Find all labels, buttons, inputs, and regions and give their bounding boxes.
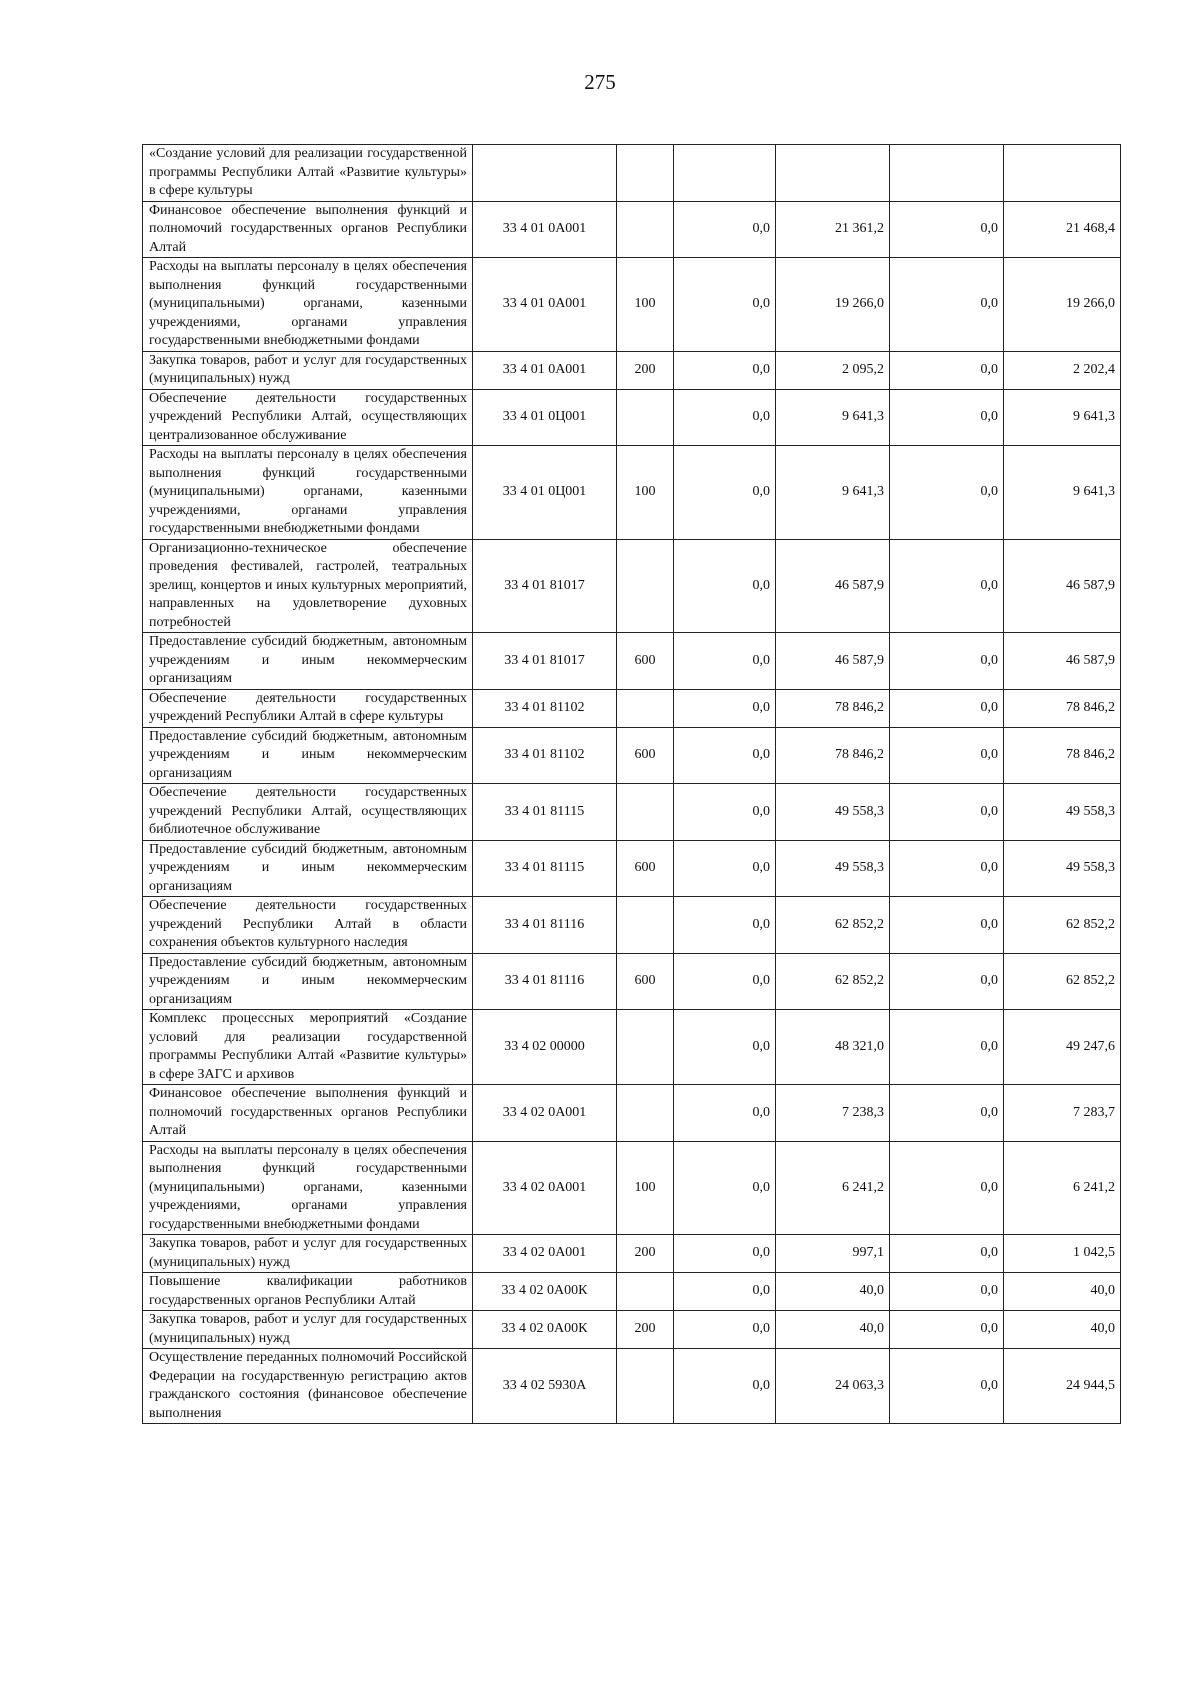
table-row [143, 539, 1121, 633]
table-row [143, 1010, 1121, 1085]
amount-cell-3: 0,0 [890, 727, 1004, 784]
amount-cell-4: 49 247,6 [1004, 1010, 1121, 1085]
amount-cell-4: 62 852,2 [1004, 897, 1121, 954]
amount-cell-2: 24 063,3 [776, 1349, 890, 1424]
amount-cell-2: 48 321,0 [776, 1010, 890, 1085]
amount-cell-2: 49 558,3 [776, 784, 890, 841]
expense-type-cell [617, 1349, 674, 1424]
expense-name-cell: «Создание условий для реализации государственной программы Республики Алтай «Развитие культуры» в сфере культуры [143, 145, 473, 202]
expense-name-cell: Организационно-техническое обеспечение проведения фестивалей, гастролей, театральных зрелищ, концертов и иных культурных мероприятий, направленных на удовлетворение духовных потребностей [143, 539, 473, 633]
page-number: 275 [584, 70, 616, 94]
amount-cell-4: 9 641,3 [1004, 389, 1121, 446]
amount-cell-3: 0,0 [890, 840, 1004, 897]
amount-cell-1: 0,0 [674, 1085, 776, 1142]
amount-cell-4: 49 558,3 [1004, 840, 1121, 897]
expense-name-cell: Закупка товаров, работ и услуг для государственных (муниципальных) нужд [143, 1235, 473, 1273]
target-code-cell: 33 4 02 0А00К [473, 1311, 617, 1349]
amount-cell-2: 6 241,2 [776, 1141, 890, 1235]
amount-cell-2: 9 641,3 [776, 446, 890, 540]
amount-cell-2: 40,0 [776, 1311, 890, 1349]
expense-type-cell [617, 389, 674, 446]
expense-type-cell [617, 1085, 674, 1142]
amount-cell-3: 0,0 [890, 1235, 1004, 1273]
target-code-cell: 33 4 01 0Ц001 [473, 446, 617, 540]
target-code-cell: 33 4 01 81017 [473, 539, 617, 633]
table-row [143, 1235, 1121, 1273]
expense-name-cell: Расходы на выплаты персоналу в целях обеспечения выполнения функций государственными (муниципальными) органами, казенными учреждениями, органами управления государственными внебюджетными фондами [143, 258, 473, 352]
amount-cell-2: 9 641,3 [776, 389, 890, 446]
amount-cell-1: 0,0 [674, 1235, 776, 1273]
expense-name-cell: Финансовое обеспечение выполнения функций и полномочий государственных органов Республики Алтай [143, 1085, 473, 1142]
target-code-cell: 33 4 01 81102 [473, 689, 617, 727]
amount-cell-3: 0,0 [890, 1010, 1004, 1085]
expense-type-cell: 100 [617, 1141, 674, 1235]
table-row [143, 1085, 1121, 1142]
amount-cell-1: 0,0 [674, 840, 776, 897]
amount-cell-4: 21 468,4 [1004, 201, 1121, 258]
amount-cell-4: 40,0 [1004, 1273, 1121, 1311]
amount-cell-1: 0,0 [674, 633, 776, 690]
target-code-cell: 33 4 01 81115 [473, 840, 617, 897]
amount-cell-4: 24 944,5 [1004, 1349, 1121, 1424]
amount-cell-3: 0,0 [890, 1311, 1004, 1349]
table-row [143, 689, 1121, 727]
amount-cell-2: 40,0 [776, 1273, 890, 1311]
table-row [143, 1311, 1121, 1349]
budget-table [142, 144, 1121, 1424]
expense-type-cell [617, 784, 674, 841]
expense-type-cell: 100 [617, 446, 674, 540]
amount-cell-1: 0,0 [674, 389, 776, 446]
amount-cell-1: 0,0 [674, 689, 776, 727]
expense-type-cell [617, 1010, 674, 1085]
table-row [143, 897, 1121, 954]
expense-name-cell: Обеспечение деятельности государственных учреждений Республики Алтай, осуществляющих библиотечное обслуживание [143, 784, 473, 841]
amount-cell-1: 0,0 [674, 953, 776, 1010]
amount-cell-2: 7 238,3 [776, 1085, 890, 1142]
amount-cell-3: 0,0 [890, 784, 1004, 841]
expense-type-cell: 100 [617, 258, 674, 352]
amount-cell-2: 49 558,3 [776, 840, 890, 897]
amount-cell-4: 49 558,3 [1004, 784, 1121, 841]
expense-type-cell [617, 539, 674, 633]
amount-cell-4: 2 202,4 [1004, 351, 1121, 389]
budget-table-body [143, 145, 1121, 1424]
amount-cell-1: 0,0 [674, 1349, 776, 1424]
amount-cell-2: 2 095,2 [776, 351, 890, 389]
amount-cell-2 [776, 145, 890, 202]
expense-type-cell [617, 201, 674, 258]
expense-name-cell: Закупка товаров, работ и услуг для государственных (муниципальных) нужд [143, 1311, 473, 1349]
expense-type-cell: 200 [617, 351, 674, 389]
expense-name-cell: Закупка товаров, работ и услуг для государственных (муниципальных) нужд [143, 351, 473, 389]
target-code-cell [473, 145, 617, 202]
target-code-cell: 33 4 02 0А001 [473, 1085, 617, 1142]
expense-name-cell: Обеспечение деятельности государственных учреждений Республики Алтай в сфере культуры [143, 689, 473, 727]
amount-cell-2: 46 587,9 [776, 633, 890, 690]
amount-cell-3: 0,0 [890, 258, 1004, 352]
amount-cell-4: 9 641,3 [1004, 446, 1121, 540]
target-code-cell: 33 4 01 0А001 [473, 201, 617, 258]
amount-cell-3: 0,0 [890, 201, 1004, 258]
expense-name-cell: Расходы на выплаты персоналу в целях обеспечения выполнения функций государственными (муниципальными) органами, казенными учреждениями, органами управления государственными внебюджетными фондами [143, 446, 473, 540]
expense-name-cell: Осуществление переданных полномочий Российской Федерации на государственную регистрацию актов гражданского состояния (финансовое обеспечение выполнения [143, 1349, 473, 1424]
amount-cell-1: 0,0 [674, 1273, 776, 1311]
expense-type-cell: 200 [617, 1311, 674, 1349]
table-row [143, 784, 1121, 841]
amount-cell-3: 0,0 [890, 446, 1004, 540]
amount-cell-2: 62 852,2 [776, 953, 890, 1010]
amount-cell-2: 62 852,2 [776, 897, 890, 954]
amount-cell-4: 40,0 [1004, 1311, 1121, 1349]
table-row [143, 953, 1121, 1010]
amount-cell-1: 0,0 [674, 351, 776, 389]
amount-cell-3: 0,0 [890, 953, 1004, 1010]
amount-cell-3: 0,0 [890, 1349, 1004, 1424]
amount-cell-4 [1004, 145, 1121, 202]
amount-cell-3: 0,0 [890, 633, 1004, 690]
table-row [143, 1349, 1121, 1424]
amount-cell-2: 21 361,2 [776, 201, 890, 258]
amount-cell-2: 19 266,0 [776, 258, 890, 352]
table-row [143, 389, 1121, 446]
table-row [143, 446, 1121, 540]
target-code-cell: 33 4 02 5930А [473, 1349, 617, 1424]
expense-name-cell: Предоставление субсидий бюджетным, автономным учреждениям и иным некоммерческим организациям [143, 840, 473, 897]
amount-cell-3: 0,0 [890, 351, 1004, 389]
amount-cell-2: 46 587,9 [776, 539, 890, 633]
target-code-cell: 33 4 01 81115 [473, 784, 617, 841]
target-code-cell: 33 4 02 0А00К [473, 1273, 617, 1311]
amount-cell-4: 7 283,7 [1004, 1085, 1121, 1142]
amount-cell-1 [674, 145, 776, 202]
expense-name-cell: Обеспечение деятельности государственных учреждений Республики Алтай в области сохранения объектов культурного наследия [143, 897, 473, 954]
amount-cell-3: 0,0 [890, 539, 1004, 633]
table-row [143, 201, 1121, 258]
amount-cell-4: 78 846,2 [1004, 689, 1121, 727]
expense-name-cell: Расходы на выплаты персоналу в целях обеспечения выполнения функций государственными (муниципальными) органами, казенными учреждениями, органами управления государственными внебюджетными фондами [143, 1141, 473, 1235]
target-code-cell: 33 4 01 81017 [473, 633, 617, 690]
target-code-cell: 33 4 02 0А001 [473, 1235, 617, 1273]
expense-type-cell: 600 [617, 633, 674, 690]
amount-cell-3: 0,0 [890, 1085, 1004, 1142]
expense-name-cell: Финансовое обеспечение выполнения функций и полномочий государственных органов Республики Алтай [143, 201, 473, 258]
expense-type-cell [617, 145, 674, 202]
expense-type-cell [617, 1273, 674, 1311]
table-row [143, 633, 1121, 690]
target-code-cell: 33 4 01 81102 [473, 727, 617, 784]
expense-type-cell: 600 [617, 840, 674, 897]
amount-cell-1: 0,0 [674, 1141, 776, 1235]
expense-type-cell [617, 897, 674, 954]
amount-cell-1: 0,0 [674, 539, 776, 633]
target-code-cell: 33 4 02 0А001 [473, 1141, 617, 1235]
amount-cell-3: 0,0 [890, 1273, 1004, 1311]
table-row [143, 840, 1121, 897]
amount-cell-1: 0,0 [674, 784, 776, 841]
amount-cell-4: 78 846,2 [1004, 727, 1121, 784]
expense-type-cell: 200 [617, 1235, 674, 1273]
amount-cell-1: 0,0 [674, 258, 776, 352]
amount-cell-3 [890, 145, 1004, 202]
amount-cell-1: 0,0 [674, 1311, 776, 1349]
amount-cell-3: 0,0 [890, 689, 1004, 727]
amount-cell-4: 62 852,2 [1004, 953, 1121, 1010]
expense-name-cell: Предоставление субсидий бюджетным, автономным учреждениям и иным некоммерческим организациям [143, 727, 473, 784]
target-code-cell: 33 4 01 0А001 [473, 351, 617, 389]
target-code-cell: 33 4 01 81116 [473, 897, 617, 954]
table-row [143, 1273, 1121, 1311]
expense-type-cell: 600 [617, 953, 674, 1010]
table-row [143, 727, 1121, 784]
target-code-cell: 33 4 01 81116 [473, 953, 617, 1010]
amount-cell-2: 78 846,2 [776, 727, 890, 784]
expense-name-cell: Обеспечение деятельности государственных учреждений Республики Алтай, осуществляющих централизованное обслуживание [143, 389, 473, 446]
amount-cell-4: 46 587,9 [1004, 539, 1121, 633]
amount-cell-2: 78 846,2 [776, 689, 890, 727]
table-row [143, 1141, 1121, 1235]
amount-cell-4: 1 042,5 [1004, 1235, 1121, 1273]
amount-cell-4: 19 266,0 [1004, 258, 1121, 352]
target-code-cell: 33 4 02 00000 [473, 1010, 617, 1085]
amount-cell-4: 46 587,9 [1004, 633, 1121, 690]
table-row [143, 351, 1121, 389]
amount-cell-4: 6 241,2 [1004, 1141, 1121, 1235]
table-row [143, 145, 1121, 202]
amount-cell-3: 0,0 [890, 897, 1004, 954]
amount-cell-3: 0,0 [890, 389, 1004, 446]
amount-cell-2: 997,1 [776, 1235, 890, 1273]
expense-name-cell: Комплекс процессных мероприятий «Создание условий для реализации государственной программы Республики Алтай «Развитие культуры» в сфере ЗАГС и архивов [143, 1010, 473, 1085]
amount-cell-1: 0,0 [674, 446, 776, 540]
target-code-cell: 33 4 01 0Ц001 [473, 389, 617, 446]
amount-cell-1: 0,0 [674, 727, 776, 784]
expense-name-cell: Предоставление субсидий бюджетным, автономным учреждениям и иным некоммерческим организациям [143, 953, 473, 1010]
table-row [143, 258, 1121, 352]
expense-name-cell: Предоставление субсидий бюджетным, автономным учреждениям и иным некоммерческим организациям [143, 633, 473, 690]
amount-cell-3: 0,0 [890, 1141, 1004, 1235]
amount-cell-1: 0,0 [674, 201, 776, 258]
amount-cell-1: 0,0 [674, 897, 776, 954]
target-code-cell: 33 4 01 0А001 [473, 258, 617, 352]
expense-type-cell: 600 [617, 727, 674, 784]
expense-type-cell [617, 689, 674, 727]
amount-cell-1: 0,0 [674, 1010, 776, 1085]
expense-name-cell: Повышение квалификации работников государственных органов Республики Алтай [143, 1273, 473, 1311]
